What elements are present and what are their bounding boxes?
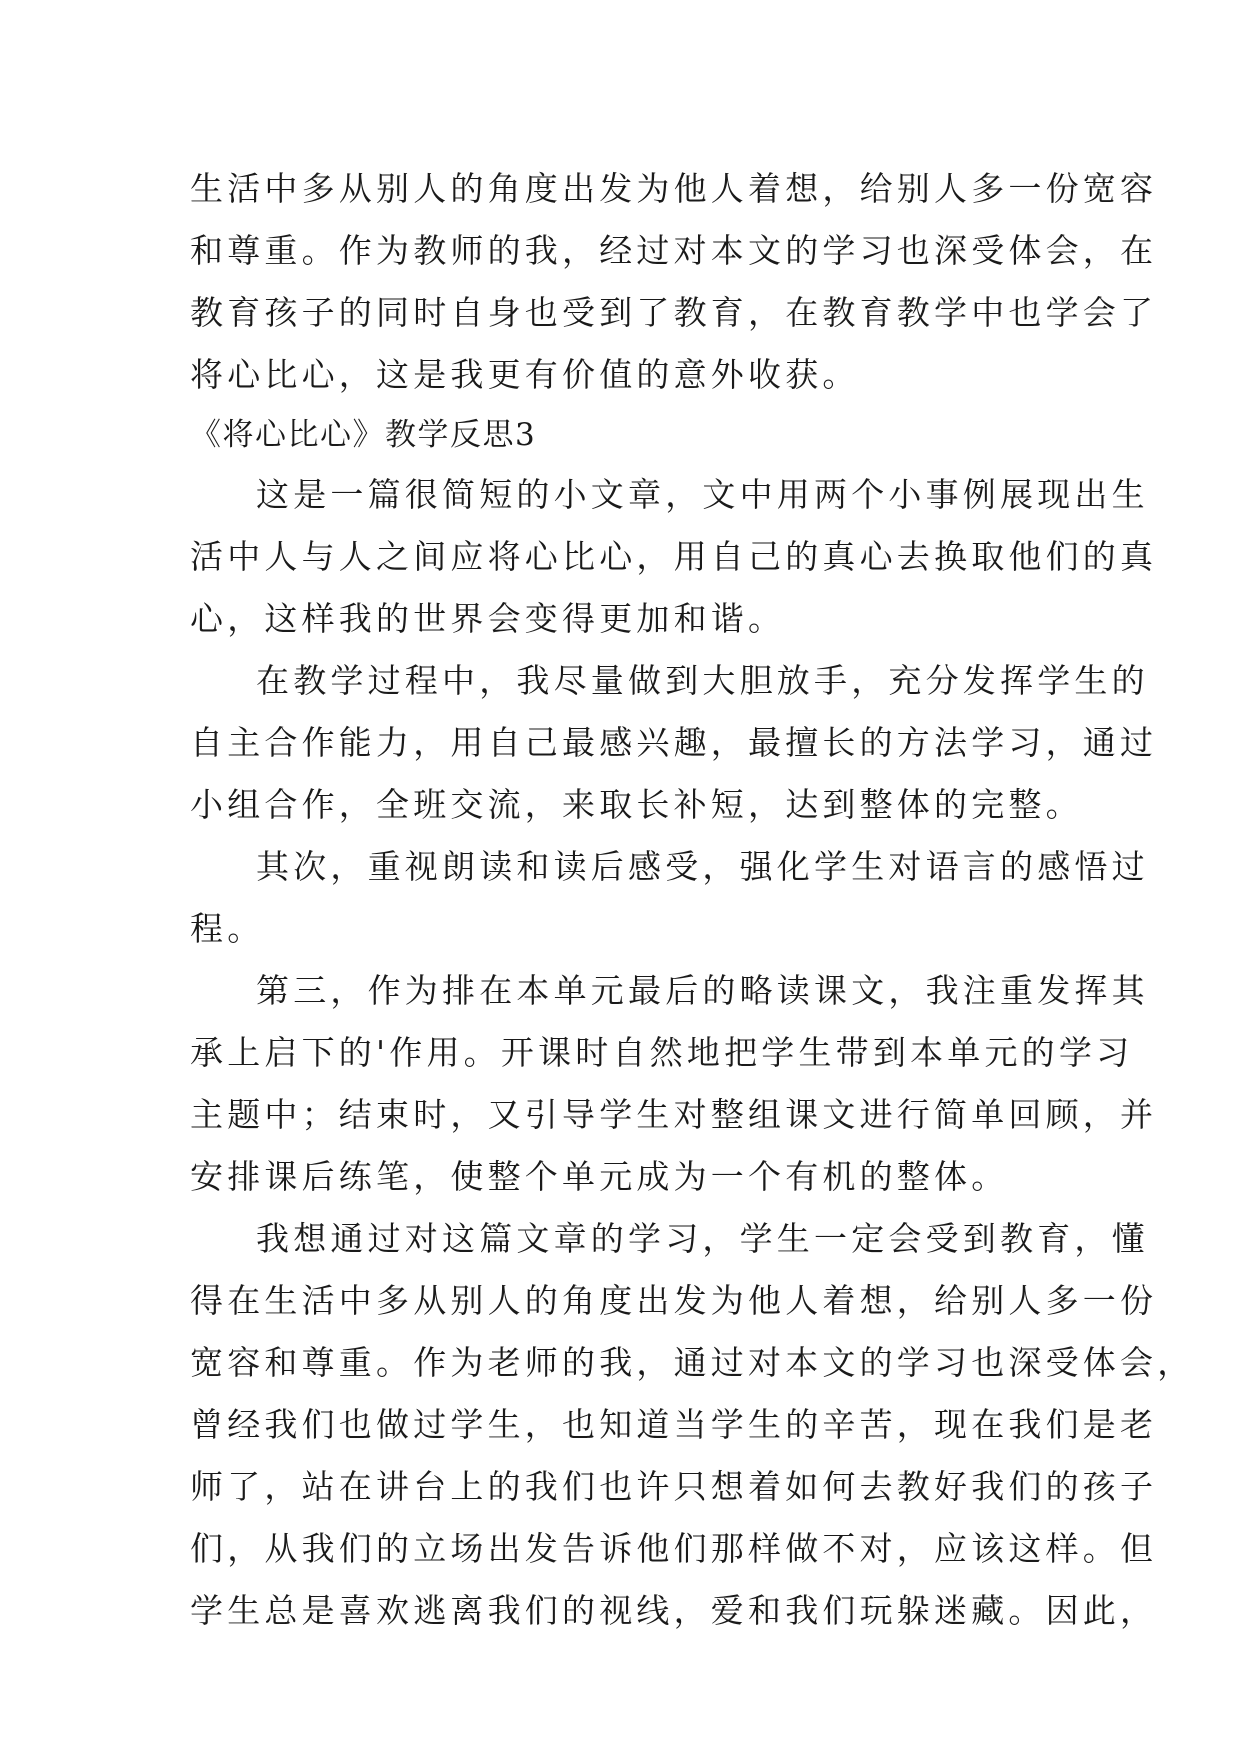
- document-body: [190, 158, 1195, 1642]
- text-line: 师了，站在讲台上的我们也许只想着如何去教好我们的孩子: [190, 1467, 1158, 1506]
- text-line: 自主合作能力，用自己最感兴趣，最擅长的方法学习，通过: [190, 723, 1158, 762]
- paragraph-first-line: 其次，重视朗读和读后感受，强化学生对语言的感悟过: [256, 847, 1149, 886]
- text-line: 曾经我们也做过学生，也知道当学生的辛苦，现在我们是老: [190, 1405, 1158, 1444]
- paragraph-first-line: 我想通过对这篇文章的学习，学生一定会受到教育，懂: [256, 1219, 1149, 1258]
- text-line: 心，这样我的世界会变得更加和谐。: [190, 599, 786, 638]
- text-line: 教育孩子的同时自身也受到了教育，在教育教学中也学会了: [190, 293, 1158, 332]
- text-line: 得在生活中多从别人的角度出发为他人着想，给别人多一份: [190, 1281, 1158, 1320]
- text-line: 们，从我们的立场出发告诉他们那样做不对，应该这样。但: [190, 1529, 1158, 1568]
- text-line: 和尊重。作为教师的我，经过对本文的学习也深受体会，在: [190, 231, 1158, 270]
- text-line: 主题中；结束时，又引导学生对整组课文进行简单回顾，并: [190, 1095, 1158, 1134]
- text-line: 程。: [190, 909, 265, 948]
- text-line: 学生总是喜欢逃离我们的视线，爱和我们玩躲迷藏。因此，: [190, 1591, 1158, 1630]
- paragraph-first-line: 这是一篇很简短的小文章，文中用两个小事例展现出生: [256, 475, 1149, 514]
- text-line: 安排课后练笔，使整个单元成为一个有机的整体。: [190, 1157, 1009, 1196]
- text-line: 将心比心，这是我更有价值的意外收获。: [190, 355, 860, 394]
- text-line: 小组合作，全班交流，来取长补短，达到整体的完整。: [190, 785, 1083, 824]
- section-heading: 《将心比心》教学反思3: [190, 417, 537, 453]
- paragraph-first-line: 第三，作为排在本单元最后的略读课文，我注重发挥其: [256, 971, 1149, 1010]
- text-line: 生活中多从别人的角度出发为他人着想，给别人多一份宽容: [190, 169, 1158, 208]
- paragraph-first-line: 在教学过程中，我尽量做到大胆放手，充分发挥学生的: [256, 661, 1149, 700]
- text-line: 宽容和尊重。作为老师的我，通过对本文的学习也深受体会，: [190, 1343, 1195, 1382]
- text-line: 承上启下的'作用。开课时自然地把学生带到本单元的学习: [190, 1033, 1134, 1072]
- text-line: 活中人与人之间应将心比心，用自己的真心去换取他们的真: [190, 537, 1158, 576]
